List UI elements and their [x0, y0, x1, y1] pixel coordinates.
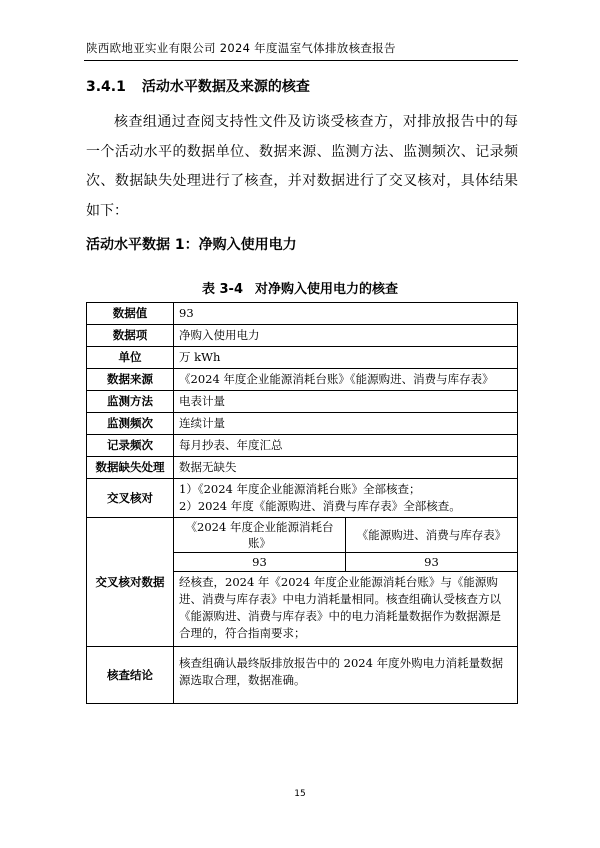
- row-label: 数据项: [87, 325, 174, 347]
- row-value: 93: [174, 303, 518, 325]
- row-value: 核查组确认最终版排放报告中的 2024 年度外购电力消耗量数据源选取合理，数据准确。: [174, 647, 518, 704]
- section-heading: [86, 76, 310, 96]
- row-label: 监测方法: [87, 391, 174, 413]
- table-row: [87, 647, 518, 704]
- header-divider: [84, 60, 518, 61]
- table-caption: [0, 278, 600, 297]
- page-header: 陕西欧地亚实业有限公司 2024 年度温室气体排放核查报告: [86, 41, 396, 55]
- row-label: 交叉核对: [87, 479, 174, 518]
- row-value: 《2024 年度企业能源消耗台账》《能源购进、消费与库存表》: [174, 369, 518, 391]
- section-title: 活动水平数据及来源的核查: [141, 79, 310, 95]
- row-value: 电表计量: [174, 391, 518, 413]
- table-row: [87, 457, 518, 479]
- cross-data-subtable: [174, 518, 517, 572]
- table-row: [87, 518, 518, 647]
- row-label: 监测频次: [87, 413, 174, 435]
- row-label: 交叉核对数据: [87, 518, 174, 647]
- table-row: [87, 391, 518, 413]
- table-title: 对净购入使用电力的核查: [255, 282, 399, 297]
- cross-check-line: 2）2024 年度《能源购进、消费与库存表》全部核查。: [179, 499, 461, 513]
- table-row: [87, 303, 518, 325]
- table-row: [87, 479, 518, 518]
- cross-check-line: 1）《2024 年度企业能源消耗台账》全部核查；: [179, 482, 421, 496]
- table-number: 表 3-4: [201, 282, 243, 297]
- cross-data-text: 经核查，2024 年《2024 年度企业能源消耗台账》与《能源购进、消费与库存表》中电力消耗量相同。核查组确认受核查方以《能源购进、消费与库存表》中的电力消耗量数据作为数据源是合理的，符合指南要求；: [179, 575, 501, 640]
- row-label: 核查结论: [87, 647, 174, 704]
- page-number: 15: [294, 789, 306, 799]
- subtable-value: 93: [174, 553, 346, 572]
- table-row: [87, 325, 518, 347]
- table-row: [87, 347, 518, 369]
- row-label: 记录频次: [87, 435, 174, 457]
- row-value: [174, 479, 518, 518]
- subtable-header: 《2024 年度企业能源消耗台账》: [174, 518, 346, 553]
- body-paragraph: [86, 108, 518, 226]
- row-value: 万 kWh: [174, 347, 518, 369]
- row-label: 数据来源: [87, 369, 174, 391]
- row-value: 连续计量: [174, 413, 518, 435]
- row-value: 每月抄表、年度汇总: [174, 435, 518, 457]
- table-row: [87, 369, 518, 391]
- subtable-header: 《能源购进、消费与库存表》: [346, 518, 518, 553]
- row-value: 数据无缺失: [174, 457, 518, 479]
- subtable-value: 93: [346, 553, 518, 572]
- row-label: 数据值: [87, 303, 174, 325]
- table-row: [87, 413, 518, 435]
- section-number: 3.4.1: [86, 79, 126, 95]
- row-label: 数据缺失处理: [87, 457, 174, 479]
- row-label: 单位: [87, 347, 174, 369]
- paragraph-text: 核查组通过查阅支持性文件及访谈受核查方，对排放报告中的每一个活动水平的数据单位、数据来源、监测方法、监测频次、记录频次、数据缺失处理进行了核查，并对数据进行了交叉核对，具体结果如下：: [86, 114, 518, 219]
- activity-item-title: 活动水平数据 1：净购入使用电力: [86, 237, 297, 253]
- verification-table: [86, 302, 518, 704]
- row-value: 净购入使用电力: [174, 325, 518, 347]
- table-row: [87, 435, 518, 457]
- subtable-value-row: [174, 553, 517, 572]
- row-value: [174, 518, 518, 647]
- subtable-header-row: [174, 518, 517, 553]
